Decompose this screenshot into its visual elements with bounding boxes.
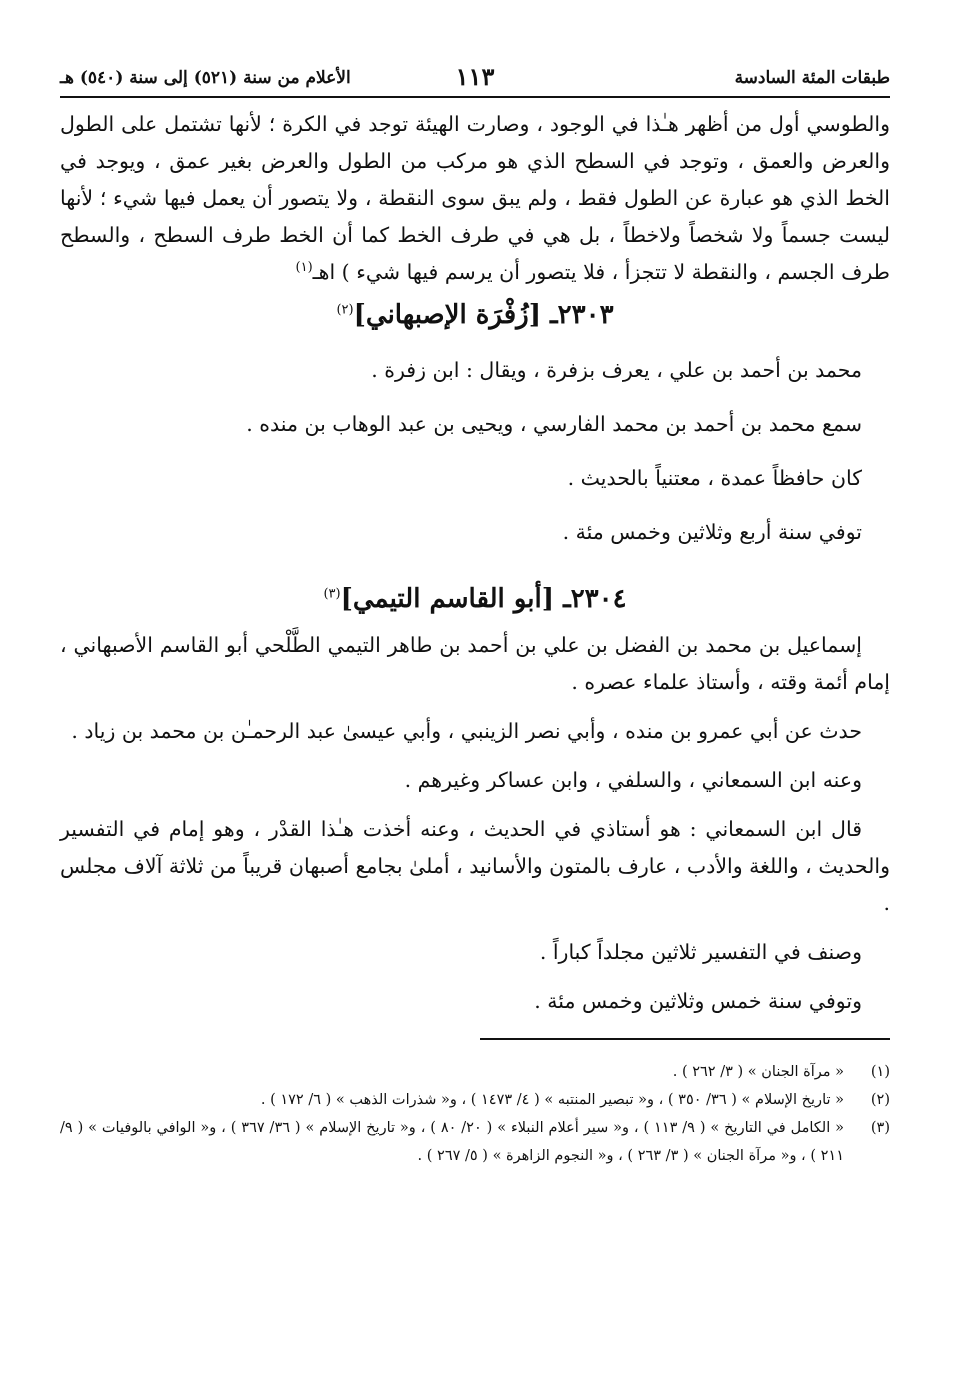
footnotes <box>60 1058 890 1170</box>
entry-2303-paragraph-2: سمع محمد بن أحمد بن محمد الفارسي ، ويحيى بن عبد الوهاب بن منده . <box>246 412 862 436</box>
footnote-number: (١) <box>870 1064 890 1080</box>
entry-2304-paragraph-6: وتوفي سنة خمس وثلاثين وخمس مئة . <box>534 989 862 1013</box>
footnote-ref-2: (٢) <box>336 302 354 318</box>
footnote-number: (٣) <box>870 1120 890 1136</box>
entry-2304-paragraph-4: قال ابن السمعاني : هو أستاذي في الحديث ، وعنه أخذت هـٰذا القدْر ، وهو إمام في التفسير والحديث ، واللغة والأدب ، عارف بالمتون والأسانيد ، أملىٰ بجامع أصبهان قريباً من ثلاثة آلاف مجلس . <box>60 817 890 915</box>
footnote-item <box>60 1114 890 1170</box>
footnote-divider <box>480 1038 890 1040</box>
footnote-text: « مرآة الجنان » ( ٣/ ٢٦٢ ) . <box>672 1064 844 1080</box>
entry-2304-paragraph-3: وعنه ابن السمعاني ، والسلفي ، وابن عساكر وغيرهم . <box>404 768 862 792</box>
footnote-ref-3: (٣) <box>323 586 341 602</box>
entry-heading-text: ٢٣٠٣ـ [زُفْرَة الإصبهاني] <box>353 300 614 330</box>
header-range-title: الأعلام من سنة (٥٢١) إلى سنة (٥٤٠) هـ <box>60 68 351 88</box>
page-number: ١١٣ <box>455 62 495 91</box>
footnote-number: (٢) <box>870 1092 890 1108</box>
entry-heading-text: ٢٣٠٤ـ [أبو القاسم التيمي] <box>340 584 627 614</box>
entry-heading-2304 <box>60 577 890 621</box>
footnote-item <box>60 1086 890 1114</box>
footnote-text: « الكامل في التاريخ » ( ٩/ ١١٣ ) ، و« سير أعلام النبلاء » ( ٢٠/ ٨٠ ) ، و« تاريخ الإسلام » ( ٣٦/ ٣٦٧ ) ، و« الوافي بالوفيات » ( ٩/ ٢١١ ) ، و« مرآة الجنان » ( ٣/ ٢٦٣ ) ، و« النجوم الزاهرة » ( ٥/ ٢٦٧ ) . <box>60 1120 844 1164</box>
entry-2304-paragraph-1: إسماعيل بن محمد بن الفضل بن علي بن أحمد بن طاهر التيمي الطَّلْحي أبو القاسم الأصبهاني ، إمام أئمة وقته ، وأستاذ علماء عصره . <box>60 633 890 694</box>
entry-2303-paragraph-1: محمد بن أحمد بن علي ، يعرف بزفرة ، ويقال : ابن زفرة . <box>371 358 862 382</box>
entry-2304-paragraph-2: حدث عن أبي عمرو بن منده ، وأبي نصر الزينبي ، وأبي عيسىٰ عبد الرحمـٰن بن محمد بن زياد . <box>71 719 862 743</box>
running-header <box>60 62 890 96</box>
header-divider <box>60 96 890 98</box>
entry-2303-paragraph-3: كان حافظاً عمدة ، معتنياً بالحديث . <box>567 466 862 490</box>
book-page <box>60 62 890 1362</box>
continuation-text: والطوسي أول من أظهر هـٰذا في الوجود ، وصارت الهيئة توجد في الكرة ؛ لأنها تشتمل على الطول والعرض والعمق ، وتوجد في السطح الذي هو مركب من الطول والعرض بغير عمق ، ويوجد في الخط الذي هو عبارة عن الطول فقط ، ولم يبق سوى النقطة ، ولا يتصور أن يعمل فيها شيء ؛ لأنها ليست جسماً ولا شخصاً ولاخطاً ، بل هي في طرف الخط كما أن الخط طرف السطح ، والسطح طرف الجسم ، والنقطة لا تتجزأ ، فلا يتصور أن يرسم فيها شيء ) اهـ <box>60 112 890 284</box>
main-text <box>60 106 890 1020</box>
footnote-text: « تاريخ الإسلام » ( ٣٦/ ٣٥٠ ) ، و« تبصير المنتبه » ( ٤/ ١٤٧٣ ) ، و« شذرات الذهب » ( ٦/ ١٧٢ ) . <box>260 1092 844 1108</box>
entry-heading-2303 <box>60 293 890 337</box>
continuation-paragraph <box>60 106 890 291</box>
footnote-item <box>60 1058 890 1086</box>
footnote-ref-1: (١) <box>295 260 313 276</box>
header-section-title: طبقات المئة السادسة <box>734 68 890 88</box>
entry-2304-paragraph-5: وصنف في التفسير ثلاثين مجلداً كباراً . <box>539 940 862 964</box>
entry-2303-paragraph-4: توفي سنة أربع وثلاثين وخمس مئة . <box>562 520 862 544</box>
